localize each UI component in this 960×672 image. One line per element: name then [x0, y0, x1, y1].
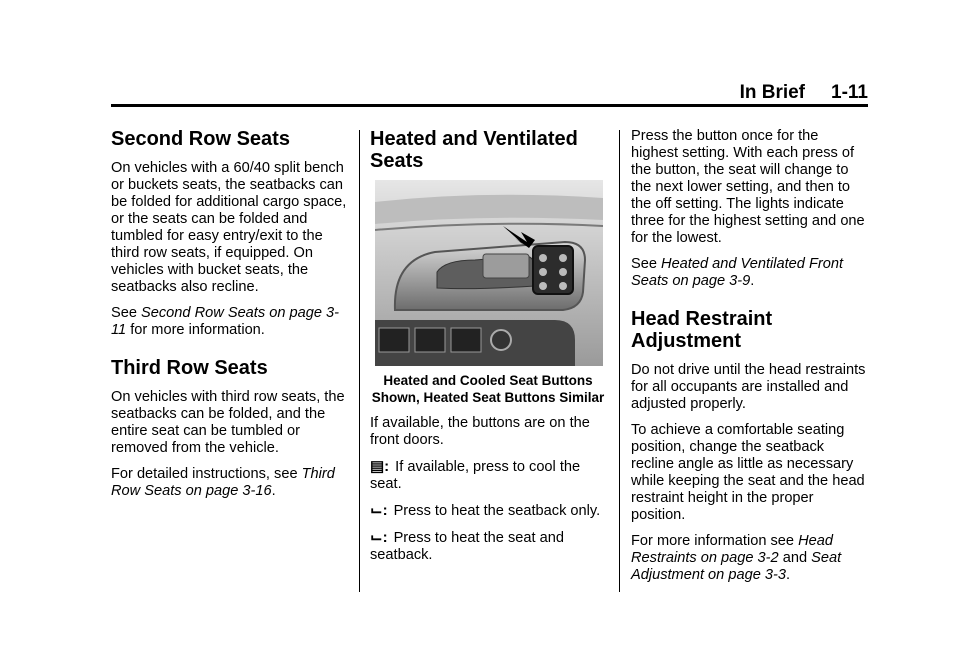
see-prefix: See	[631, 256, 657, 272]
list-item	[370, 502, 606, 520]
see-paragraph	[111, 305, 351, 339]
section-heading: Heated and Ventilated Seats	[370, 128, 578, 172]
column-right	[631, 112, 869, 593]
cross-reference-link[interactable]: Seat Adjustment on page 3-3	[631, 550, 842, 583]
item-text: If available, press to cool the seat.	[370, 459, 581, 492]
body-paragraph: Do not drive until the head restraints for all occupants are installed and adjusted properly.	[631, 362, 866, 412]
body-paragraph: Press the button once for the highest setting. With each press of the button, the seat will change to the next lower setting, and then to the off setting. The lights indicate three for the highest setting and one for the lowest.	[631, 128, 865, 246]
see-prefix: See	[111, 305, 137, 321]
see-paragraph	[631, 533, 869, 584]
column-divider	[359, 130, 360, 592]
conjunction: and	[782, 550, 808, 566]
column-divider	[619, 130, 620, 592]
item-text: Press to heat the seatback only.	[393, 503, 601, 519]
door-panel-photo	[375, 180, 603, 366]
see-suffix: .	[271, 483, 276, 499]
see-paragraph	[631, 256, 869, 290]
heated-seat-and-back-icon: ⌙:	[370, 529, 388, 546]
page-header	[111, 83, 868, 103]
seat-buttons-illustration	[375, 180, 603, 366]
column-middle	[370, 112, 606, 573]
body-paragraph: To achieve a comfortable seating position, change the seatback recline angle as little as necessary while keeping the seat and the head restraint height in the proper position.	[631, 422, 865, 523]
list-item	[370, 458, 606, 493]
column-left	[111, 112, 351, 509]
cross-reference-link[interactable]: Third Row Seats on page 3-16	[111, 466, 335, 499]
section-heading: Second Row Seats	[111, 128, 290, 150]
body-paragraph: On vehicles with a 60/40 split bench or buckets seats, the seatbacks can be folded for additional cargo space, or the seats can be folded and tumbled for easy entry/exit to the third row seats, if equipped. On vehicles with bucket seats, the seatbacks also recline.	[111, 160, 347, 295]
section-title: In Brief	[739, 82, 806, 103]
see-prefix: For detailed instructions, see	[111, 466, 298, 482]
cross-reference-link[interactable]: Head Restraints on page 3-2	[631, 533, 833, 566]
item-text: Press to heat the seat and seatback.	[370, 530, 564, 563]
page-number: 1-11	[831, 82, 868, 103]
see-suffix: .	[785, 567, 791, 583]
ventilated-seat-icon: ▤:	[370, 458, 390, 475]
body-paragraph: On vehicles with third row seats, the seatbacks can be folded, and the entire seat can be tumbled or removed from the vehicle.	[111, 389, 345, 456]
header-rule	[111, 104, 868, 107]
section-heading: Third Row Seats	[111, 357, 268, 379]
see-prefix: For more information see	[631, 533, 795, 549]
see-suffix: for more information.	[130, 322, 265, 338]
cross-reference-link[interactable]: Second Row Seats on page 3-11	[111, 305, 339, 338]
section-heading: Head Restraint Adjustment	[631, 308, 773, 352]
see-paragraph	[111, 466, 351, 500]
list-item	[370, 529, 606, 564]
figure-caption: Heated and Cooled Seat Buttons Shown, Heated Seat Buttons Similar	[371, 373, 605, 405]
heated-seatback-icon: ⌙:	[370, 502, 388, 519]
body-paragraph: If available, the buttons are on the front doors.	[370, 415, 590, 448]
see-suffix: .	[750, 273, 755, 289]
cross-reference-link[interactable]: Heated and Ventilated Front Seats on page 3-9	[631, 256, 844, 289]
